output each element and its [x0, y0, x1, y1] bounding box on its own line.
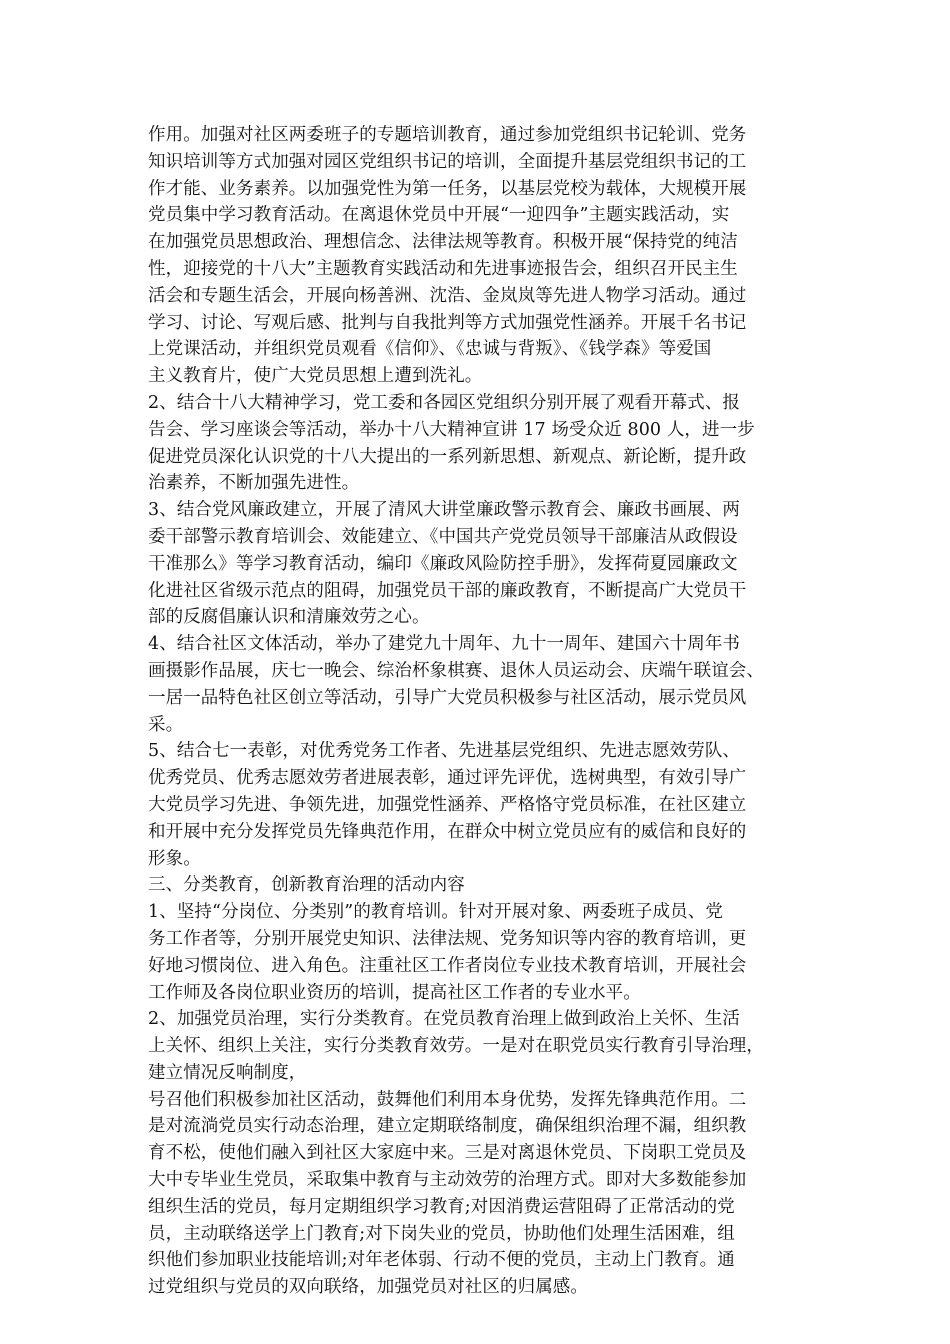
text-line: 优秀党员、优秀志愿效劳者进展表彰，通过评先评优，选树典型，有效引导广	[148, 768, 747, 789]
text-line: 部的反腐倡廉认识和清廉效劳之心。	[148, 607, 430, 628]
text-line: 知识培训等方式加强对园区党组织书记的培训，全面提升基层党组织书记的工	[148, 151, 747, 172]
text-line: 2、加强党员治理，实行分类教育。在党员教育治理上做到政治上关怀、生活	[148, 1009, 741, 1030]
text-line: 建立情况反响制度，	[148, 1062, 307, 1083]
text-line: 采。	[148, 714, 184, 735]
document-body	[148, 122, 812, 1301]
text-line: 好地习惯岗位、进入角色。注重社区工作者岗位专业技术教育培训，开展社会	[148, 955, 747, 976]
text-line: 和开展中充分发挥党员先锋典范作用，在群众中树立党员应有的威信和良好的	[148, 821, 747, 842]
text-line: 3、结合党风廉政建立，开展了清风大讲堂廉政警示教育会、廉政书画展、两	[148, 500, 741, 521]
text-line: 促进党员深化认识党的十八大提出的一系列新思想、新观点、新论断，提升政	[148, 446, 747, 467]
text-line: 育不松，使他们融入到社区大家庭中来。三是对离退休党员、下岗职工党员及	[148, 1143, 747, 1164]
text-line: 大党员学习先进、争领先进，加强党性涵养、严格恪守党员标准，在社区建立	[148, 794, 747, 815]
text-line: 工作师及各岗位职业资历的培训，提高社区工作者的专业水平。	[148, 982, 641, 1003]
paragraph	[148, 738, 812, 872]
text-line: 2、结合十八大精神学习，党工委和各园区党组织分别开展了观看开幕式、报	[148, 392, 741, 413]
text-line: 4、结合社区文体活动，举办了建党九十周年、九十一周年、建国六十周年书	[148, 634, 741, 655]
text-line: 画摄影作品展，庆七一晚会、综治杯象棋赛、退休人员运动会、庆端午联谊会、	[148, 660, 764, 681]
text-line: 化进社区省级示范点的阻碍，加强党员干部的廉政教育，不断提高广大党员干	[148, 580, 747, 601]
text-line: 作才能、业务素养。以加强党性为第一任务，以基层党校为载体，大规模开展	[148, 178, 747, 199]
text-line: 务工作者等，分别开展党史知识、法律法规、党务知识等内容的教育培训，更	[148, 928, 747, 949]
paragraph	[148, 899, 812, 1006]
text-line: 三、分类教育，创新教育治理的活动内容	[148, 875, 465, 896]
text-line: 告会、学习座谈会等活动，举办十八大精神宣讲 17 场受众近 800 人，进一步	[148, 419, 755, 440]
text-line: 号召他们积极参加社区活动，鼓舞他们利用本身优势，发挥先锋典范作用。二	[148, 1089, 747, 1110]
text-line: 性，迎接党的十八大”主题教育实践活动和先进事迹报告会，组织召开民主生	[148, 258, 738, 279]
text-line: 过党组织与党员的双向联络，加强党员对社区的归属感。	[148, 1277, 588, 1298]
paragraph	[148, 497, 812, 631]
text-line: 学习、讨论、写观后感、批判与自我批判等方式加强党性涵养。开展千名书记	[148, 312, 747, 333]
text-line: 活会和专题生活会，开展向杨善洲、沈浩、金岚岚等先进人物学习活动。通过	[148, 285, 747, 306]
text-line: 组织生活的党员，每月定期组织学习教育;对因消费运营阻碍了正常活动的党	[148, 1196, 735, 1217]
text-line: 织他们参加职业技能培训;对年老体弱、行动不便的党员，主动上门教育。通	[148, 1250, 735, 1271]
text-line: 主义教育片，使广大党员思想上遭到洗礼。	[148, 366, 483, 387]
text-line: 员，主动联络送学上门教育;对下岗失业的党员，协助他们处理生活困难，组	[148, 1223, 735, 1244]
text-line: 形象。	[148, 848, 201, 869]
text-line: 1、坚持“分岗位、分类别”的教育培训。针对开展对象、两委班子成员、党	[148, 902, 723, 923]
text-line: 作用。加强对社区两委班子的专题培训教育，通过参加党组织书记轮训、党务	[148, 125, 747, 145]
text-line: 在加强党员思想政治、理想信念、法律法规等教育。积极开展“保持党的纯洁	[148, 232, 738, 253]
paragraph	[148, 390, 812, 497]
paragraph	[148, 122, 812, 390]
paragraph	[148, 1006, 812, 1086]
text-line: 5、结合七一表彰，对优秀党务工作者、先进基层党组织、先进志愿效劳队、	[148, 741, 741, 762]
text-line: 委干部警示教育培训会、效能建立、《中国共产党党员领导干部廉洁从政假设	[148, 526, 738, 547]
text-line: 治素养，不断加强先进性。	[148, 473, 360, 494]
text-line: 上关怀、组织上关注，实行分类教育效劳。一是对在职党员实行教育引导治理，	[148, 1036, 764, 1057]
paragraph	[148, 872, 812, 899]
text-line: 党员集中学习教育活动。在离退休党员中开展“一迎四争”主题实践活动，实	[148, 205, 730, 226]
text-line: 上党课活动，并组织党员观看《信仰》、《忠诚与背叛》、《钱学森》等爱国	[148, 339, 712, 360]
text-line: 大中专毕业生党员，采取集中教育与主动效劳的治理方式。即对大多数能参加	[148, 1170, 747, 1191]
text-line: 干准那么》等学习教育活动，编印《廉政风险防控手册》，发挥荷夏园廉政文	[148, 553, 738, 574]
paragraph	[148, 631, 812, 738]
text-line: 是对流淌党员实行动态治理，建立定期联络制度，确保组织治理不漏，组织教	[148, 1116, 747, 1137]
text-line: 一居一品特色社区创立等活动，引导广大党员积极参与社区活动，展示党员风	[148, 687, 747, 708]
paragraph	[148, 1087, 812, 1301]
